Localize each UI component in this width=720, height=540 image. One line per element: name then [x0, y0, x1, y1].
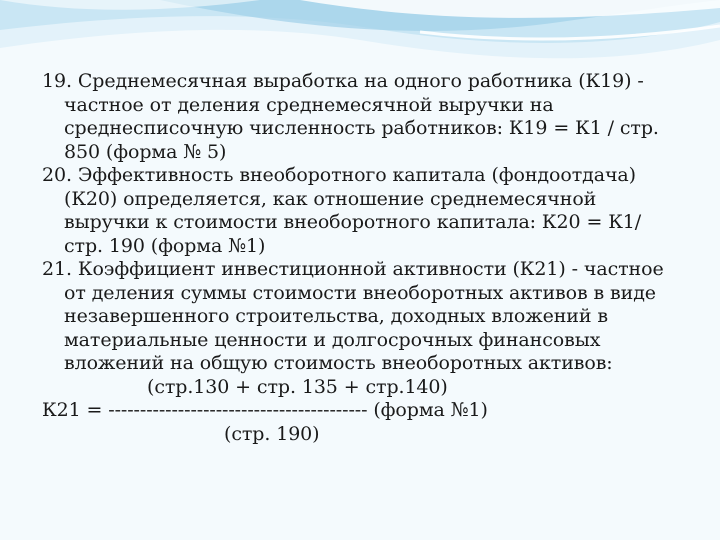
slide-body	[42, 70, 682, 446]
paragraph-item-21: 21. Коэффициент инвестиционной активности (К21) - частное от деления суммы стоимости внеоборотных активов в виде незавершенного строительства, доходных вложений в материальные ценности и долгосрочных финансовых вложений на общую стоимость внеоборотных активов:	[42, 258, 664, 374]
formula-denominator: (стр. 190)	[224, 422, 320, 445]
paragraph-item-20: 20. Эффективность внеоборотного капитала (фондоотдача) (К20) определяется, как отношение среднемесячной выручки к стоимости внеоборотного капитала: К20 = К1/ стр. 190 (форма №1)	[42, 164, 642, 257]
formula-numerator: (стр.130 + стр. 135 + стр.140)	[147, 375, 448, 398]
formula-main-line: К21 = ----------------------------------------- (форма №1)	[42, 399, 488, 421]
paragraph-item-19: 19. Среднемесячная выработка на одного работника (К19) - частное от деления среднемесячной выручки на среднесписочную численность работников: К19 = К1 / стр. 850 (форма № 5)	[42, 70, 659, 163]
